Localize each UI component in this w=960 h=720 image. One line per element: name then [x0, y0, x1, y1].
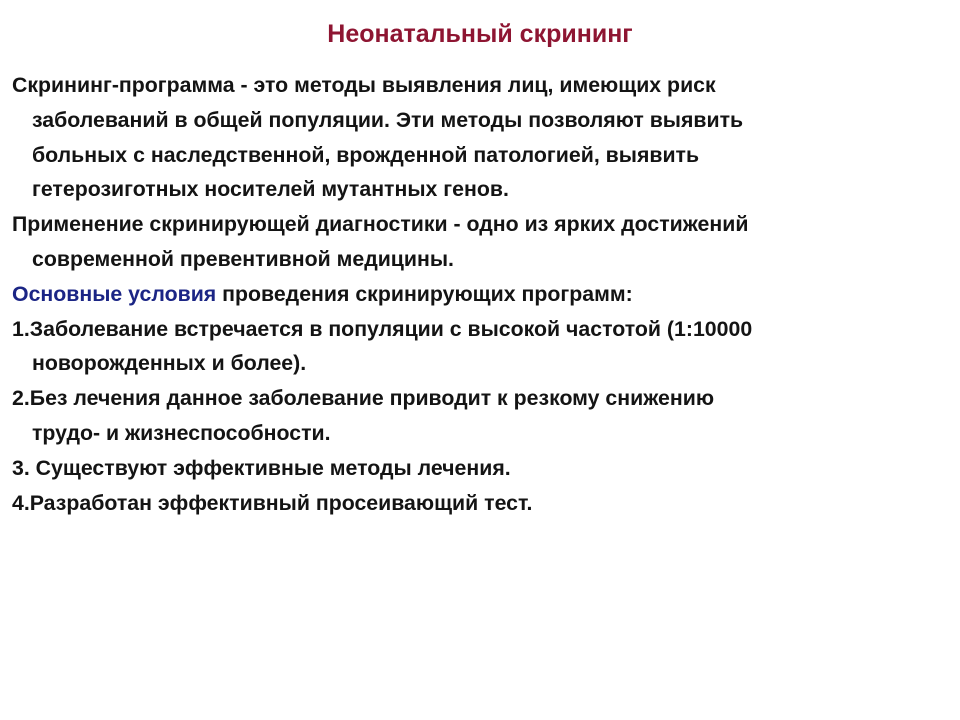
paragraph-line: больных с наследственной, врожденной патологией, выявить [32, 142, 700, 167]
paragraph-line: Скрининг-программа - это методы выявления лиц, имеющих риск [12, 73, 716, 97]
list-item-line: 2.Без лечения данное заболевание приводит к резкому снижению [12, 386, 715, 411]
conditions-heading-rest: проведения скринирующих программ: [216, 281, 633, 306]
list-item-line: 4.Разработан эффективный просеивающий тест. [12, 490, 533, 515]
conditions-heading-accent: Основные условия [12, 281, 217, 306]
condition-item-2 [12, 381, 956, 451]
paragraph-line: заболеваний в общей популяции. Эти методы позволяют выявить [32, 107, 744, 132]
list-item-line: 1.Заболевание встречается в популяции с высокой частотой (1:10000 [12, 316, 753, 341]
conditions-heading [12, 277, 956, 312]
slide-body [12, 68, 956, 520]
condition-item-4 [12, 486, 956, 521]
condition-item-1 [12, 312, 956, 382]
paragraph-line: Применение скринирующей диагностики - одно из ярких достижений [12, 212, 749, 237]
condition-item-3 [12, 451, 956, 486]
paragraph-screening-definition [12, 68, 956, 207]
paragraph-screening-application [12, 207, 956, 277]
list-item-line: новорожденных и более). [32, 351, 307, 376]
list-item-line: трудо- и жизнеспособности. [32, 420, 331, 445]
paragraph-line: гетерозиготных носителей мутантных генов. [32, 177, 509, 202]
paragraph-line: современной превентивной медицины. [32, 246, 454, 271]
slide-title: Неонатальный скрининг [327, 20, 633, 48]
list-item-line: 3. Существуют эффективные методы лечения. [12, 455, 511, 480]
